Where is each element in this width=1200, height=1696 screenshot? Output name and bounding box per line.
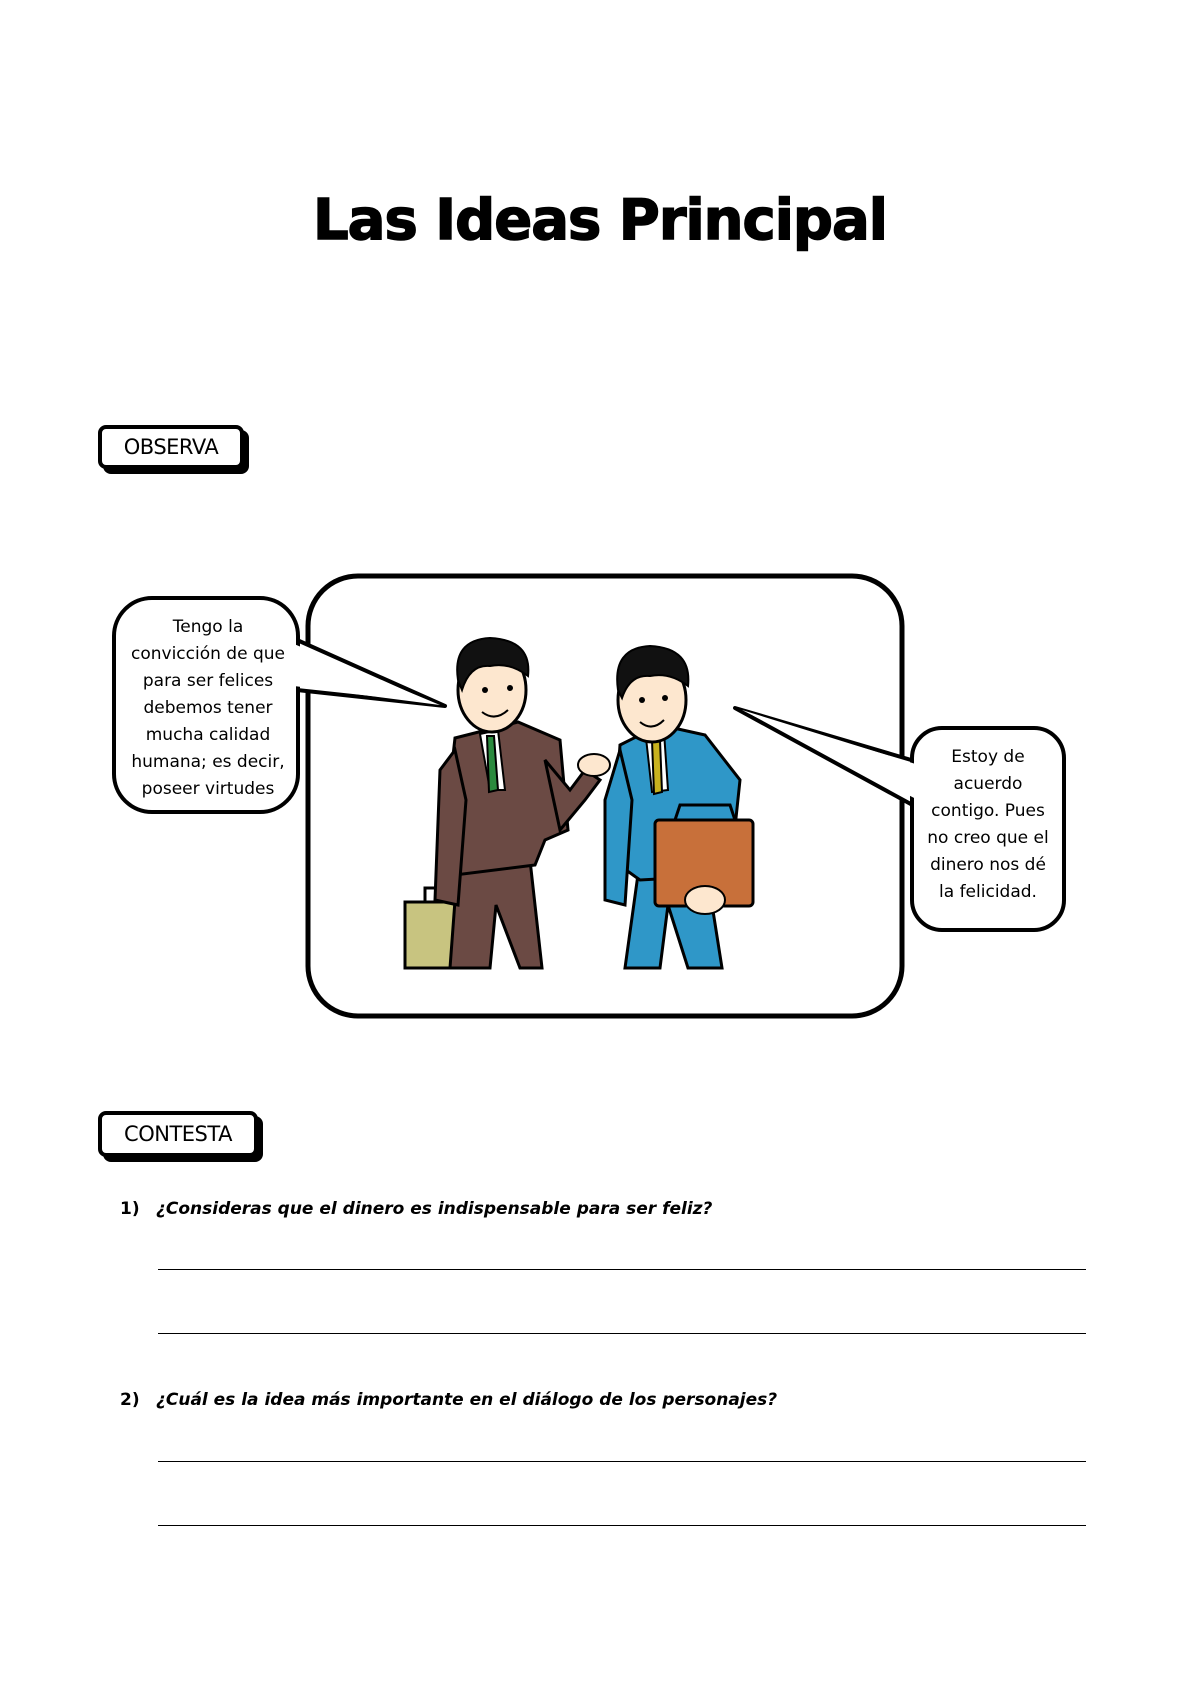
- answer-line[interactable]: [158, 1269, 1086, 1270]
- dialogue-line: no creo que el: [927, 828, 1049, 848]
- dialogue-line: la felicidad.: [939, 882, 1037, 902]
- dialogue-right-text: [918, 744, 1058, 906]
- dialogue-line: debemos tener: [143, 698, 273, 718]
- question-text: ¿Cuál es la idea más importante en el diálogo de los personajes?: [156, 1390, 778, 1410]
- answer-line[interactable]: [158, 1525, 1086, 1526]
- answer-line[interactable]: [158, 1461, 1086, 1462]
- question-1: [120, 1199, 712, 1219]
- dialogue-line: poseer virtudes: [141, 779, 275, 799]
- dialogue-line: convicción de que: [131, 644, 285, 664]
- dialogue-line: contigo. Pues: [931, 801, 1045, 821]
- dialogue-left-text: [120, 614, 296, 803]
- dialogue-line: humana; es decir,: [131, 752, 285, 772]
- section-label-contesta: CONTESTA: [98, 1111, 258, 1157]
- dialogue-line: Estoy de: [951, 747, 1025, 767]
- dialogue-line: mucha calidad: [145, 725, 271, 745]
- question-number: 2): [120, 1390, 140, 1410]
- dialogue-line: dinero nos dé: [930, 855, 1046, 875]
- dialogue-line: Tengo la: [172, 617, 244, 637]
- section-label-observa: OBSERVA: [98, 425, 244, 469]
- question-text: ¿Consideras que el dinero es indispensable para ser feliz?: [156, 1199, 713, 1219]
- page-title: Las Ideas Principal: [312, 188, 887, 253]
- question-2: [120, 1390, 777, 1410]
- dialogue-line: acuerdo: [953, 774, 1023, 794]
- question-number: 1): [120, 1199, 140, 1219]
- dialogue-line: para ser felices: [142, 671, 274, 691]
- answer-line[interactable]: [158, 1333, 1086, 1334]
